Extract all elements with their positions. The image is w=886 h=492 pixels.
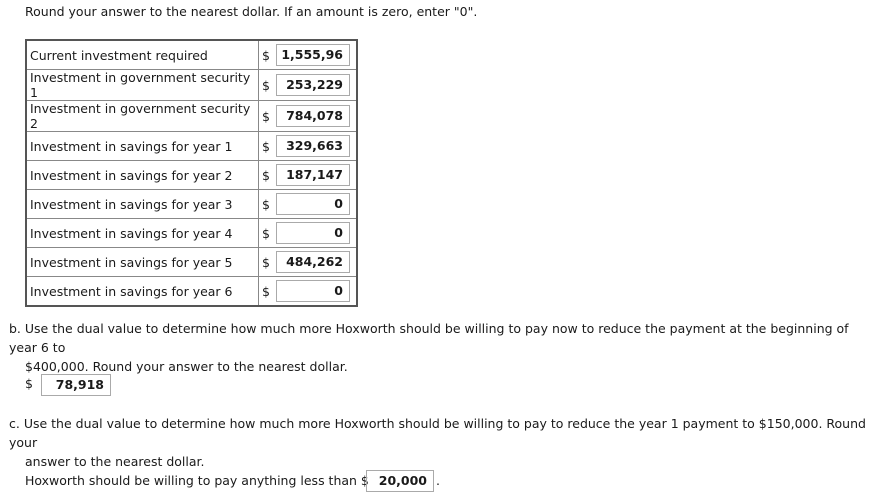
part-b-question	[9, 319, 879, 376]
row-value-cell	[276, 101, 357, 132]
part-c-question-line2: answer to the nearest dollar.	[25, 454, 205, 469]
row-value-cell	[276, 161, 357, 190]
row-value-input[interactable]: 1,555,96	[276, 44, 350, 66]
row-value-input[interactable]: 484,262	[276, 251, 350, 273]
row-value-cell	[276, 70, 357, 101]
part-c-question-line1: c. Use the dual value to determine how much more Hoxworth should be willing to pay to reduce the year 1 payment to $150,000. Round your	[9, 416, 866, 450]
row-label: Investment in government security 2	[26, 101, 259, 132]
table-row	[26, 277, 357, 307]
row-label: Current investment required	[26, 40, 259, 70]
row-label: Investment in savings for year 6	[26, 277, 259, 307]
table-row	[26, 132, 357, 161]
row-label: Investment in savings for year 1	[26, 132, 259, 161]
row-currency: $	[259, 40, 277, 70]
part-b-currency: $	[25, 376, 33, 391]
row-currency: $	[259, 190, 277, 219]
row-currency: $	[259, 277, 277, 307]
instruction-text: Round your answer to the nearest dollar. If an amount is zero, enter "0".	[25, 4, 478, 19]
part-c-answer-prefix: Hoxworth should be willing to pay anything less than $	[25, 473, 369, 488]
part-c-period: .	[436, 473, 440, 488]
table-row	[26, 70, 357, 101]
investment-table	[25, 39, 358, 307]
row-currency: $	[259, 219, 277, 248]
row-label: Investment in savings for year 5	[26, 248, 259, 277]
row-label: Investment in savings for year 4	[26, 219, 259, 248]
row-value-cell	[276, 219, 357, 248]
part-b-question-line2: $400,000. Round your answer to the nearest dollar.	[25, 359, 348, 374]
row-value-cell	[276, 40, 357, 70]
row-value-cell	[276, 248, 357, 277]
row-label: Investment in savings for year 2	[26, 161, 259, 190]
row-currency: $	[259, 248, 277, 277]
row-currency: $	[259, 70, 277, 101]
table-row	[26, 248, 357, 277]
row-currency: $	[259, 132, 277, 161]
row-currency: $	[259, 101, 277, 132]
row-value-input[interactable]: 187,147	[276, 164, 350, 186]
part-c-answer-input[interactable]: 20,000	[366, 470, 434, 492]
row-value-input[interactable]: 253,229	[276, 74, 350, 96]
row-currency: $	[259, 161, 277, 190]
row-value-input[interactable]: 0	[276, 280, 350, 302]
row-value-input[interactable]: 0	[276, 193, 350, 215]
row-label: Investment in savings for year 3	[26, 190, 259, 219]
row-label: Investment in government security 1	[26, 70, 259, 101]
row-value-cell	[276, 277, 357, 307]
table-row	[26, 161, 357, 190]
row-value-cell	[276, 132, 357, 161]
row-value-input[interactable]: 784,078	[276, 105, 350, 127]
part-b-question-line1: b. Use the dual value to determine how much more Hoxworth should be willing to pay now to reduce the payment at the beginning of year 6 to	[9, 321, 849, 355]
row-value-input[interactable]: 0	[276, 222, 350, 244]
table-row	[26, 101, 357, 132]
table-row	[26, 40, 357, 70]
row-value-cell	[276, 190, 357, 219]
row-value-input[interactable]: 329,663	[276, 135, 350, 157]
part-c-question	[9, 414, 879, 471]
table-row	[26, 219, 357, 248]
part-b-answer-input[interactable]: 78,918	[41, 374, 111, 396]
table-row	[26, 190, 357, 219]
